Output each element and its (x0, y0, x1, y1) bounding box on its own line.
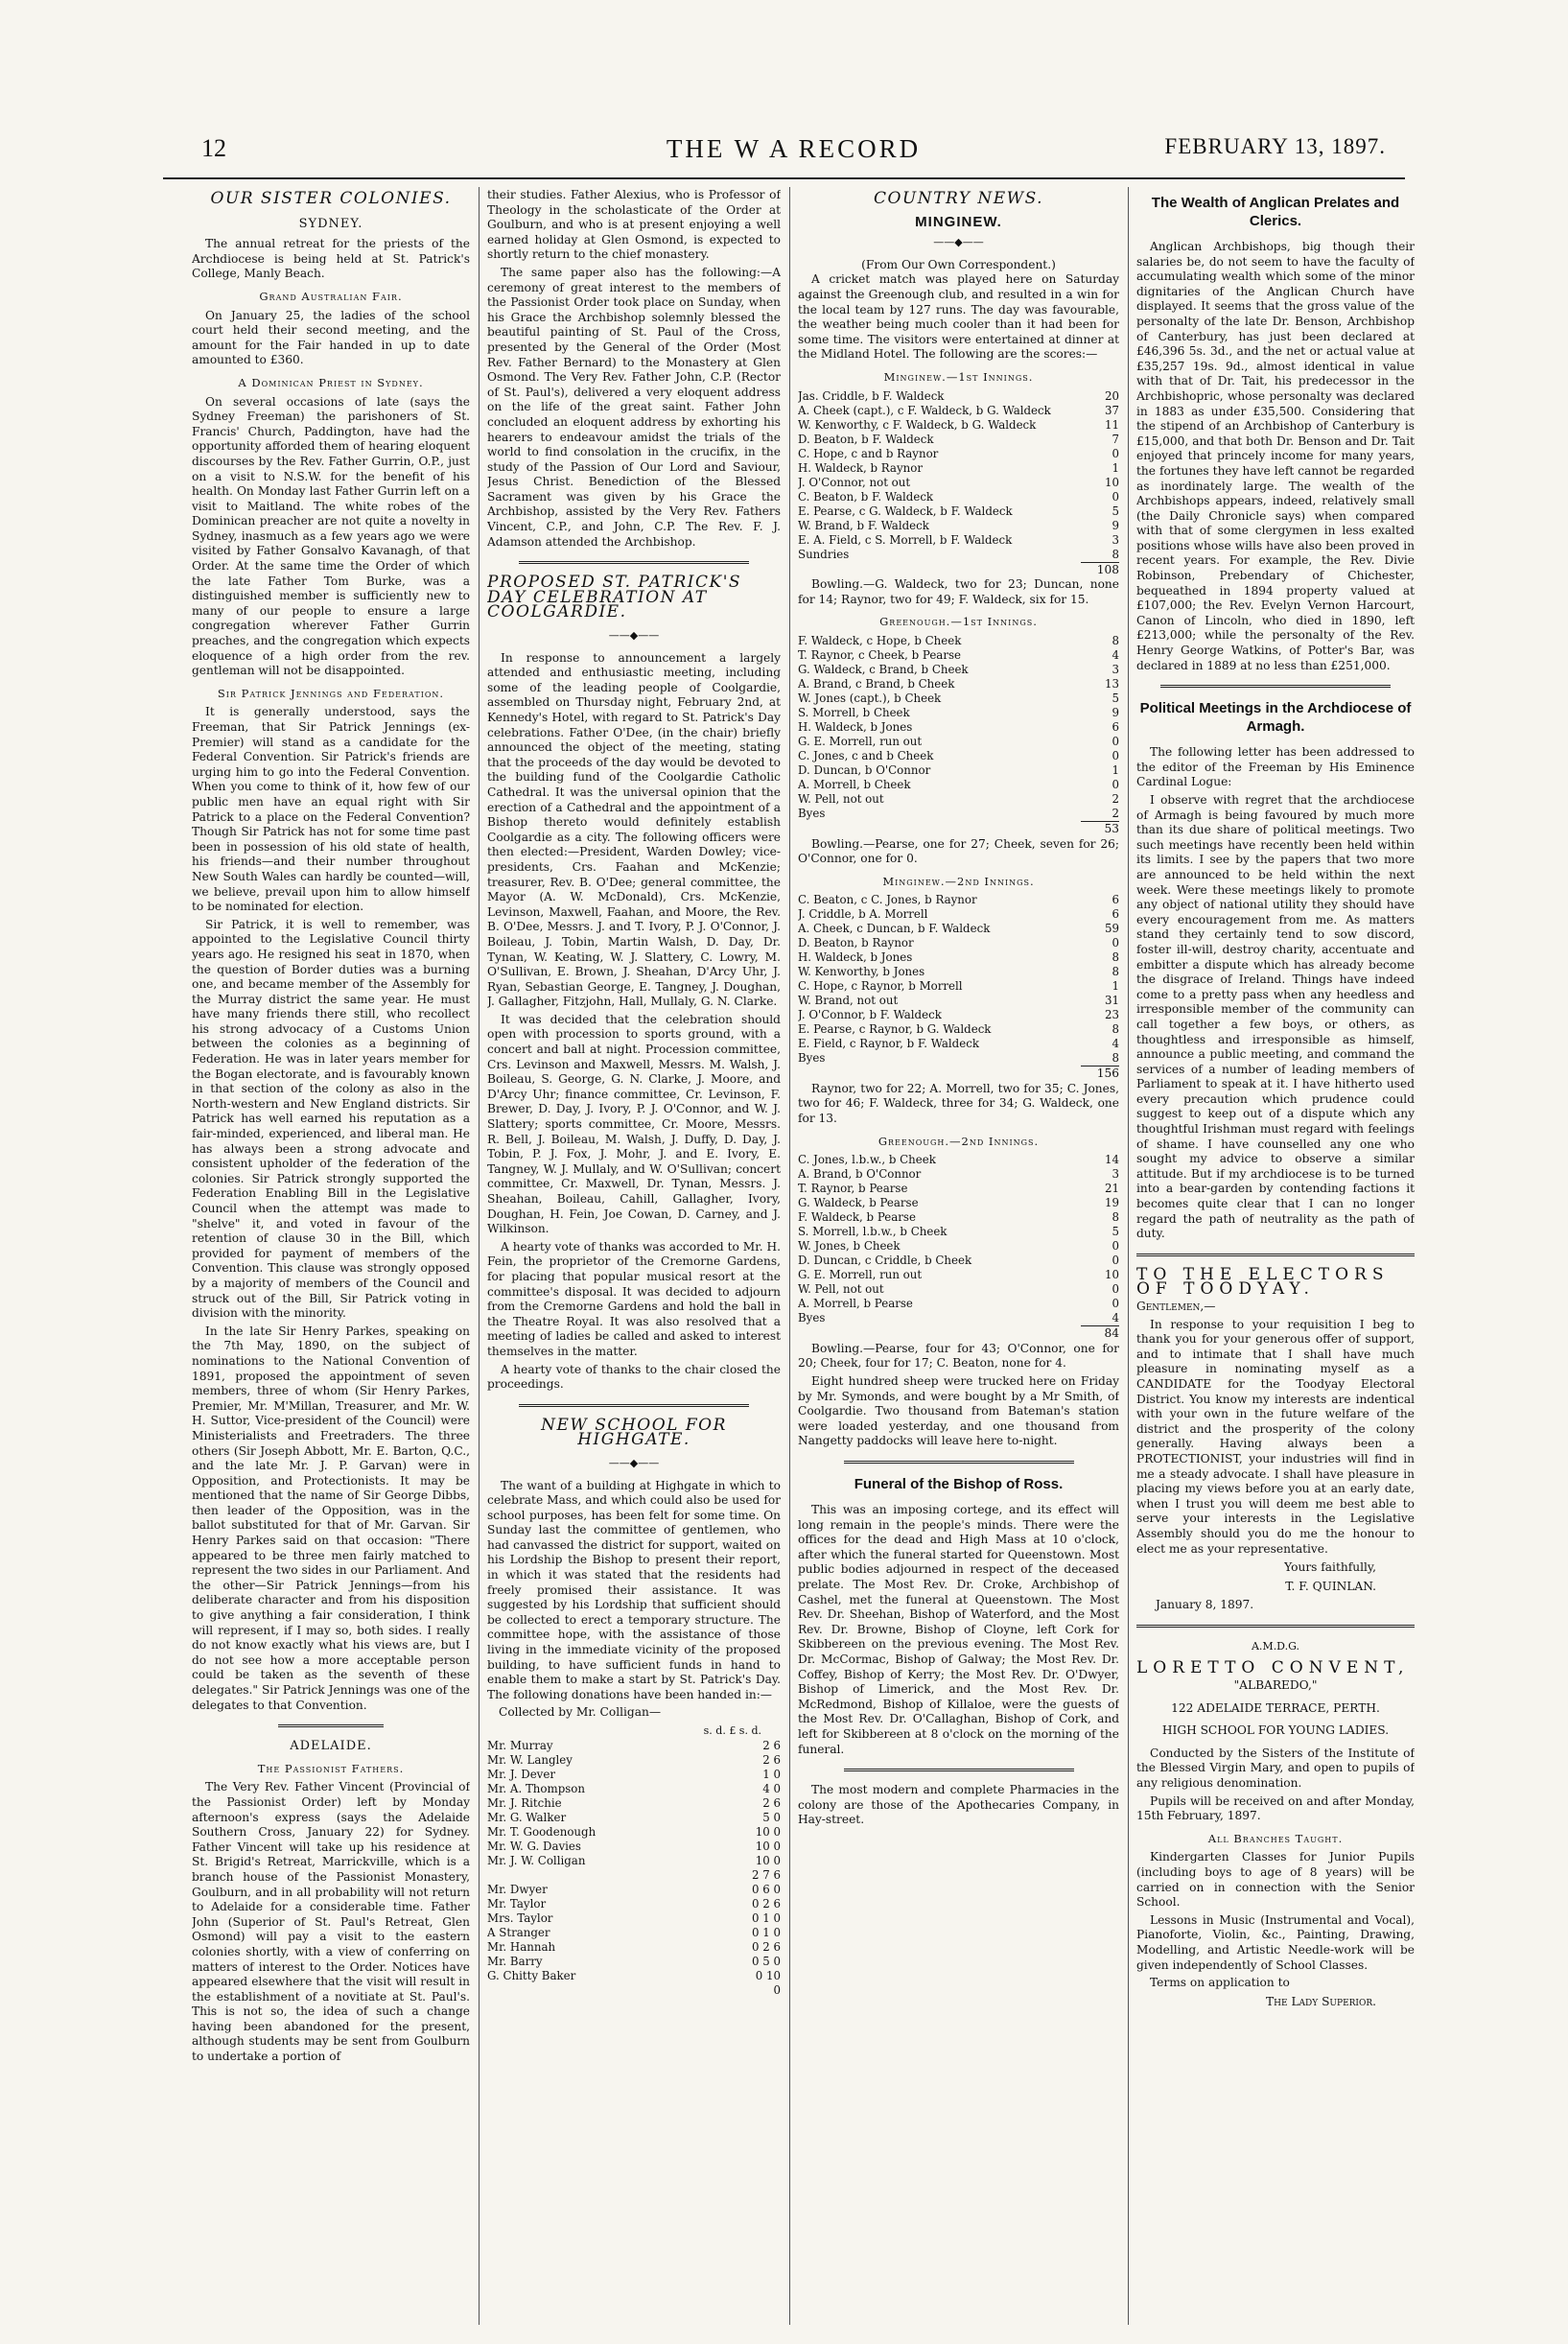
table-row (798, 447, 1119, 461)
amdg: A.M.D.G. (1251, 1639, 1299, 1653)
table-row (798, 533, 1119, 548)
row-label: D. Duncan, b O'Connor (798, 762, 931, 777)
row-value: 11 (1104, 417, 1119, 432)
row-value: 0 (1112, 446, 1119, 460)
article-paragraph: The annual retreat for the priests of the Archdiocese is being held at St. Patrick's College, Manly Beach. (192, 237, 470, 281)
row-value: 10 (1104, 1268, 1119, 1282)
table-row (487, 1840, 781, 1854)
row-label: E. Pearse, c Raynor, b G. Waldeck (798, 1022, 992, 1037)
table-row (798, 1239, 1119, 1254)
table-row (487, 1796, 781, 1811)
row-value: 23 (1104, 1008, 1119, 1022)
row-value: 10 0 (755, 1824, 781, 1839)
table-row (798, 691, 1119, 706)
table-row (798, 490, 1119, 504)
article-heading: NEW SCHOOL FOR HIGHGATE. (541, 1415, 727, 1450)
row-value: 0 (1112, 1239, 1119, 1254)
table-row (798, 1167, 1119, 1182)
table-row (798, 1268, 1119, 1282)
row-label: J. Criddle, b A. Morrell (798, 907, 928, 922)
row-value: 7 (1112, 432, 1119, 446)
row-value: 0 (1112, 489, 1119, 504)
row-label: A. Cheek (capt.), c F. Waldeck, b G. Waldeck (798, 403, 1051, 417)
row-label: A Stranger (487, 1926, 550, 1940)
letter-date: January 8, 1897. (1156, 1598, 1254, 1612)
row-value: 0 (1112, 748, 1119, 762)
row-label: Mr. A. Thompson (487, 1781, 586, 1795)
donations-table (487, 1739, 781, 1868)
bowling-figures: Bowling.—G. Waldeck, two for 23; Duncan, none for 14; Raynor, two for 49; F. Waldeck, six for 15. (798, 577, 1119, 606)
table-row (798, 936, 1119, 950)
article-paragraph: This was an imposing cortege, and its effect will long remain in the people's minds. There were the offices for the dead and High Mass at 10 o'clock, after which the funeral started for Queenstown. Most public bodies adjourned in respect of the deceased prelate. The Most Rev. Dr. Croke, Archbishop of Cashel, met the funeral at Queenstown. The Most Rev. Dr. Sheehan, Bishop of Waterford, and the Most Rev. Dr. Browne, Bishop of Cloyne, left Cork for Skibbereen on the previous evening. The Most Rev. Dr. McCormac, Bishop of Galway; the Most Rev. Dr. Coffey, Bishop of Kerry; the Most Rev. Dr. O'Dwyer, Bishop of Limerick, and the Most Rev. Dr. McRedmond, Bishop of Killaloe, were the guests of the Most Rev. Dr. O'Callaghan, Bishop of Cork, and left for Skibbereen at 8 o'clock on the morning of the funeral. (798, 1503, 1119, 1756)
donations-subtotal: 2 7 6 (751, 1867, 781, 1882)
innings-total: 156 (1096, 1067, 1119, 1081)
row-label: C. Beaton, b F. Waldeck (798, 489, 934, 504)
row-value: 0 (1112, 734, 1119, 748)
row-label: Byes (798, 1051, 826, 1066)
row-label: F. Waldeck, c Hope, b Cheek (798, 633, 962, 647)
section-separator (1160, 685, 1391, 688)
section-heading: COUNTRY NEWS. (873, 189, 1044, 208)
row-label: H. Waldeck, b Raynor (798, 460, 923, 475)
table-row (798, 706, 1119, 720)
row-label: T. Raynor, c Cheek, b Pearse (798, 647, 962, 662)
table-row (798, 778, 1119, 792)
row-value: 6 (1112, 907, 1119, 922)
row-value: 8 (1112, 1210, 1119, 1225)
article-heading: ADELAIDE. (290, 1739, 372, 1754)
table-row (487, 1926, 781, 1940)
row-value: 21 (1104, 1182, 1119, 1196)
row-label: Mr. W. Langley (487, 1752, 573, 1767)
row-label: A. Morrell, b Pearse (798, 1297, 913, 1311)
table-row (798, 548, 1119, 562)
table-row (798, 1297, 1119, 1311)
issue-date: FEBRUARY 13, 1897. (1164, 134, 1386, 158)
section-separator (1136, 1254, 1415, 1256)
innings-heading: Greenough.—1st Innings. (879, 615, 1038, 629)
row-label: G. E. Morrell, run out (798, 1268, 923, 1282)
article-paragraph: The following letter has been addressed to the editor of the Freeman by His Eminence Cardinal Logue: (1136, 745, 1415, 789)
row-label: Mr. J. Dever (487, 1767, 555, 1781)
row-value: 1 (1112, 762, 1119, 777)
row-label: Mr. Barry (487, 1955, 543, 1969)
column-1 (192, 188, 470, 2308)
article-paragraph: their studies. Father Alexius, who is Professor of Theology in the scholasticate of the Order at Goulburn, and who is at present enjoying a well earned holiday at Glen Osmond, is expected to shortly return to the chief monastery. (487, 188, 781, 262)
row-value: 0 (1112, 777, 1119, 791)
table-row (798, 404, 1119, 418)
row-label: H. Waldeck, b Jones (798, 719, 913, 734)
row-label: Mr. Dwyer (487, 1883, 548, 1897)
row-label: E. A. Field, c S. Morrell, b F. Waldeck (798, 532, 1013, 547)
row-label: W. Jones (capt.), b Cheek (798, 691, 942, 705)
article-paragraph: It is generally understood, says the Freeman, that Sir Patrick Jennings (ex-Premier) will stand as a candidate for the Federal Convention. Sir Patrick's friends are urging him to go into the Federal Convention. When you come to think of it, how few of our public men have an equal right with Sir Patrick to a place on the Federal Convention? Though Sir Patrick has not for some time past been in possession of his old state of health, his friends—and their number throughout New South Wales can hardly be counted—will, we believe, prevail upon him to allow himself to be nominated for election. (192, 705, 470, 914)
byline: (From Our Own Correspondent.) (861, 257, 1056, 271)
article-paragraph: The most modern and complete Pharmacies in the colony are those of the Apothecaries Company, in Hay-street. (798, 1783, 1119, 1827)
table-row (798, 1210, 1119, 1225)
table-row (798, 389, 1119, 404)
row-value: 0 5 0 (751, 1955, 781, 1969)
scorecard-table (798, 634, 1119, 821)
article-paragraph: In response to announcement a largely attended and enthusiastic meeting, including some of the leading people of Coolgardie, assembled on Thursday night, February 2nd, at Kennedy's Hotel, with regard to St. Patrick's Day celebrations. Father O'Dee, (in the chair) briefly announced the object of the meeting, stating that the proceeds of the day would be devoted to the building fund of the Coolgardie Catholic Cathedral. It was the universal opinion that the erection of a Cathedral and the appointment of a Bishop thereto would definitely establish Coolgardie as a city. The following officers were then elected:—President, Warden Dowley; vice-presidents, Crs. Faahan and McKenzie; treasurer, Rev. B. O'Dee; general committee, the Mayor (A. W. McDonald), Crs. McKenzie, Levinson, Maxwell, Faahan, and Moore, the Rev. B. O'Dee, Messrs. J. and T. Ivory, P. J. O'Connor, J. Boileau, J. Tobin, Martin Walsh, D. Day, Dr. Tynan, W. Keating, W. J. Slattery, C. Lowry, M. O'Sullivan, E. Brown, J. Sheahan, D'Arcy Uhr, J. Ryan, Sebastian George, E. Tangney, J. Doughan, J. Gallagher, Fitzjohn, Hall, Mullaly, G. N. Clarke. (487, 650, 781, 1009)
article-paragraph: The same paper also has the following:—A ceremony of great interest to the members of the Passionist Order took place on Sunday, when his Grace the Archbishop solemnly blessed the beautiful painting of St. Paul of the Cross, presented by the General of the Order (Most Rev. Father Bernard) to the Monastery at Glen Osmond. The Very Rev. Father John, C.P. (Rector of St. Paul's), delivered a very eloquent address on the life of the great saint. Father John concluded an eloquent address by exhorting his hearers to endeavour amidst the trials of the world to find consolation in the crucifix, in the study of the Passion of Our Lord and Saviour, Jesus Christ. Benediction of the Blessed Sacrament was given by his Grace the Archbishop, assisted by the Very Rev. Fathers Vincent, C.P., and John, C.P. The Rev. F. J. Adamson attended the Archbishop. (487, 265, 781, 549)
row-label: W. Kenworthy, b Jones (798, 965, 925, 979)
scorecard-table (798, 1153, 1119, 1325)
row-label: G. Chitty Baker (487, 1969, 576, 1983)
article-heading: Funeral of the Bishop of Ross. (854, 1476, 1064, 1492)
page-number: 12 (201, 134, 226, 162)
row-value: 9 (1112, 518, 1119, 532)
table-row (798, 893, 1119, 907)
row-label: Mr. J. W. Colligan (487, 1853, 586, 1867)
article-heading: The Wealth of Anglican Prelates and Clerics. (1151, 195, 1400, 229)
table-row (487, 1911, 781, 1926)
section-separator (278, 1724, 384, 1727)
article-paragraph: On several occasions of late (says the Sydney Freeman) the parishoners of St. Francis' Church, Paddington, have had the opportunity afforded them of hearing eloquent discourses by the Rev. Father Gurrin, O.P., just on a visit to N.S.W. for the benefit of his health. On Monday last Father Gurrin left on a visit to Maitland. The white robes of the Dominican preacher are not quite a novelty in Sydney, inasmuch as a few years ago we were visited by Father Gonsalvo Kavanagh, of that Order. At the same time the Order of which the late Father Tom Burke, was a distinguished member is sufficiently new to many of our people to ensure a large congregation wherever Father Gurrin preaches, and the congregation which expects eloquence of a high order from the rev. gentleman will not be disappointed. (192, 394, 470, 678)
table-row (798, 1311, 1119, 1325)
article-paragraph: It was decided that the celebration should open with procession to sports ground, with a concert and ball at night. Procession committee, Crs. Levinson and Maxwell, Messrs. M. Walsh, J. Boileau, S. George, G. N. Clarke, J. Moore, and D'Arcy Uhr; finance committee, Cr. Levinson, F. Brewer, D. Day, J. Ivory, P. J. O'Connor, and W. J. Slattery; sports committee, Cr. Moore, Messrs. R. Bell, J. Boileau, M. Walsh, J. Duffy, D. Day, J. Tobin, P. J. Fox, J. Mohr, J. and E. Ivory, E. Tangney, W. J. Mullaly, and W. O'Sullivan; concert committee, Cr. Maxwell, Dr. Tynan, Messrs. J. Sheahan, Boileau, Cahill, Gallagher, Ivory, Doughan, H. Fein, Joe Cowan, D. Carney, and J. Wilkinson. (487, 1012, 781, 1236)
row-label: G. Waldeck, b Pearse (798, 1196, 919, 1210)
table-row (798, 1182, 1119, 1196)
signature: T. F. QUINLAN. (1285, 1579, 1376, 1593)
innings-heading: Greenough.—2nd Innings. (878, 1134, 1040, 1148)
section-separator (519, 561, 749, 564)
row-value: 59 (1104, 922, 1119, 936)
table-row (798, 418, 1119, 433)
row-value: 8 (1112, 1022, 1119, 1037)
table-row (798, 504, 1119, 519)
table-row (798, 476, 1119, 490)
row-value: 31 (1104, 994, 1119, 1008)
row-value: 10 0 (755, 1839, 781, 1853)
innings-total: 108 (1096, 562, 1119, 576)
row-label: W. Pell, not out (798, 1282, 884, 1297)
table-row (798, 735, 1119, 749)
row-value: 6 (1112, 893, 1119, 907)
row-value: 10 0 (755, 1853, 781, 1867)
column-divider (1128, 187, 1129, 2325)
table-row (798, 979, 1119, 994)
article-heading: MINGINEW. (915, 213, 1002, 230)
row-value: 8 (1112, 547, 1119, 561)
article-paragraph: Sir Patrick, it is well to remember, was appointed to the Legislative Council thirty years ago. He resigned his seat in 1870, when the question of Border duties was a burning one, and became member of the Assembly for the Murray district the same year. He must have many friends there still, who recollect his strong advocacy of a Customs Union between the colonies as a beginning of Federation. He was in later years member for the Bogan electorate, and is favourably known in that section of the colony as also in the North-western and New England districts. Sir Patrick has well earned his reputation as a fair-minded, experienced, and liberal man. He has always been a strong advocate and consistent upholder of the federation of the colonies. Sir Patrick strongly supported the Federation Enabling Bill in the Legislative Council when the attempt was made to "shelve" it, and voted in favour of the retention of clause 30 in the Bill, which provided for payment of members of the Convention. This clause was strongly opposed by a majority of members of the Council and struck out of the Bill, Sir Patrick voting in division with the minority. (192, 917, 470, 1321)
row-value: 2 6 (762, 1752, 781, 1767)
table-row (798, 994, 1119, 1008)
row-value: 37 (1104, 403, 1119, 417)
article-subheading: A Dominican Priest in Sydney. (238, 375, 424, 389)
table-row (798, 792, 1119, 807)
ornament: ——◆—— (933, 236, 984, 249)
table-row (487, 1883, 781, 1897)
row-value: 1 0 (762, 1767, 781, 1781)
row-label: F. Waldeck, b Pearse (798, 1210, 916, 1225)
advertisement-paragraph: Pupils will be received on and after Monday, 15th February, 1897. (1136, 1793, 1415, 1823)
bowling-figures: Raynor, two for 22; A. Morrell, two for 35; C. Jones, two for 46; F. Waldeck, three for 34; G. Waldeck, one for 13. (798, 1081, 1119, 1126)
row-value: 5 (1112, 504, 1119, 518)
row-value: 5 (1112, 691, 1119, 705)
row-label: C. Hope, c Raynor, b Morrell (798, 979, 963, 994)
table-row (487, 1739, 781, 1753)
article-paragraph: A cricket match was played here on Saturday against the Greenough club, and resulted in a win for the local team by 127 runs. The day was favourable, the weather being much cooler than it had been for some time. The visitors were entertained at dinner at the Midland Hotel. The following are the scores:— (798, 272, 1119, 362)
table-row (798, 922, 1119, 936)
row-label: Jas. Criddle, b F. Waldeck (798, 388, 945, 403)
row-label: W. Jones, b Cheek (798, 1239, 901, 1254)
contact: The Lady Superior. (1266, 1994, 1376, 2008)
row-label: D. Beaton, b Raynor (798, 936, 914, 950)
row-label: W. Brand, not out (798, 994, 899, 1008)
table-row (487, 1825, 781, 1840)
row-label: Mr. W. G. Davies (487, 1839, 581, 1853)
row-value: 0 1 0 (751, 1911, 781, 1926)
article-heading: SYDNEY. (298, 216, 363, 231)
row-value: 2 6 (762, 1795, 781, 1810)
article-paragraph: Anglican Archbishops, big though their salaries be, do not seem to have the faculty of accumulating wealth which some of the minor dignitaries of the Anglican Church have displayed. It seems that the gross value of the personalty of the late Dr. Benson, Archbishop of Canterbury, has just been declared at £46,396 5s. 3d., and the net or actual value at £35,257 19s. 9d., almost identical in value with that of Dr. Tait, his predecessor in the Archbishopric, whose personalty was declared in 1883 as under £35,500. Considering that the stipend of an Archbishop of Canterbury is £15,000, and that both Dr. Benson and Dr. Tait enjoyed that princely income for many years, the fortunes they have left cannot be regarded as inordinately large. The wealth of the Archbishops appears, indeed, relatively small (the Daily Chronicle says) when compared with that of some clergymen in less exalted positions whose wills have also been proved in recent years. For example, the Rev. Divie Robinson, Prebendary of Chichester, bequeathed in 1894 property valued at £107,000; the Rev. Evelyn Vernon Harcourt, Canon of Lincoln, who died in 1890, left £213,000; while the personalty of the Rev. Henry George Watkins, of Potter's Bar, was declared in 1889 at no less than £251,000. (1136, 240, 1415, 672)
advertisement-paragraph: In response to your requisition I beg to thank you for your generous offer of support, and to intimate that I shall have much pleasure in nominating myself as a CANDIDATE for the Toodyay Electoral District. You know my interests are indentical with your own in the future welfare of the district and the prosperity of the colony generally. Having always been a PROTECTIONIST, your industries will find in me a steady advocate. I shall have pleasure in placing my views before you at an early date, when I trust you will deem me best able to serve your interests in the Legislative Assembly should you do me the honour to elect me as your representative. (1136, 1317, 1415, 1556)
row-value: 8 (1112, 950, 1119, 965)
table-row (798, 1051, 1119, 1066)
advertisement-heading: LORETTO CONVENT, (1136, 1658, 1410, 1678)
column-4 (1136, 188, 1415, 2308)
table-row (798, 965, 1119, 979)
row-value: 2 (1112, 791, 1119, 806)
article-subheading: Grand Australian Fair. (259, 289, 403, 303)
row-label: J. O'Connor, b F. Waldeck (798, 1008, 942, 1022)
article-heading: PROPOSED ST. PATRICK'S DAY CELEBRATION AT COOLGARDIE. (487, 573, 742, 622)
bowling-figures: Bowling.—Pearse, one for 27; Cheek, seven for 26; O'Connor, one for 0. (798, 836, 1119, 866)
row-value: 0 (1112, 936, 1119, 950)
innings-heading: Minginew.—1st Innings. (883, 369, 1034, 384)
row-label: D. Beaton, b F. Waldeck (798, 432, 934, 446)
row-value: 0 2 6 (751, 1897, 781, 1911)
column-3 (798, 188, 1119, 2308)
article-paragraph: The Very Rev. Father Vincent (Provincial of the Passionist Order) left by Monday afternoon's express (says the Adelaide Southern Cross, January 22) for Sydney. Father Vincent will take up his residence at St. Brigid's Retreat, Marrickville, which is a branch house of the Passionist Monastery, Goulburn, and in all probability will not return to Adelaide for a considerable time. Father John (Superior of St. Paul's Retreat, Glen Osmond) will pay a visit to the eastern colonies shortly, with a view of conferring on matters of interest to the Order. Notices have appeared elsewhere that the visit will result in the establishment of a novitiate at St. Paul's. This is not so, the idea of such a change having been abandoned for the present, although students may be sent from Goulburn to undertake a portion of (192, 1780, 470, 2064)
table-row (487, 1969, 781, 1998)
table-row (487, 1955, 781, 1969)
scorecard-table (798, 893, 1119, 1066)
table-row (798, 1008, 1119, 1022)
row-value: 8 (1112, 965, 1119, 979)
section-separator (519, 1404, 749, 1407)
row-label: C. Hope, c and b Raynor (798, 446, 939, 460)
row-value: 4 (1112, 1037, 1119, 1051)
bowling-figures: Bowling.—Pearse, four for 43; O'Connor, one for 20; Cheek, four for 17; C. Beaton, none for 4. (798, 1341, 1119, 1371)
section-separator (844, 1461, 1074, 1464)
advertisement-paragraph: Kindergarten Classes for Junior Pupils (including boys to age of 8 years) will be carried on in connection with the Senior School. (1136, 1850, 1415, 1910)
row-value: 0 1 0 (751, 1926, 781, 1940)
table-row (798, 1037, 1119, 1051)
table-row (487, 1768, 781, 1782)
row-label: Mr. Murray (487, 1738, 553, 1752)
row-value: 4 (1112, 1311, 1119, 1325)
row-value: 19 (1104, 1196, 1119, 1210)
row-label: G. E. Morrell, run out (798, 734, 923, 748)
table-row (487, 1940, 781, 1955)
row-value: 0 (1112, 1297, 1119, 1311)
article-paragraph: In the late Sir Henry Parkes, speaking on the 7th May, 1890, on the subject of nominations to the National Convention of 1891, proposed the appointment of seven members, three of whom (Sir Henry Parkes, Premier, Mr. M'Millan, Treasurer, and Mr. W. H. Suttor, Vice-president of the Council) were Ministerialists and Freetraders. The three others (Sir Joseph Abbott, Mr. E. Barton, Q.C., and the late Mr. J. P. Garvan) were in Opposition, and Protectionists. It may be mentioned that the name of Sir George Dibbs, then leader of the Opposition, was in the ballot substituted for that of Mr. Garvan. Sir Henry Parkes said on that occasion: "There appeared to be three men fairly matched to represent the two sides in our Parliament. And the other—Sir Patrick Jennings—from his deliberate character and from his disposition to give anything a fair consideration, I think will represent, if I may so, both sides. I really do not know exactly what his views are, but I do not see how a more acceptable person could be taken as the seventh of these delegates." Sir Patrick Jennings was one of the delegates to that Convention. (192, 1324, 470, 1712)
row-value: 3 (1112, 662, 1119, 676)
table-row (798, 807, 1119, 821)
row-label: Byes (798, 806, 826, 820)
row-value: 0 (1112, 1254, 1119, 1268)
row-label: D. Duncan, c Criddle, b Cheek (798, 1254, 972, 1268)
table-row (798, 519, 1119, 533)
row-label: Mrs. Taylor (487, 1911, 553, 1926)
article-paragraph: I observe with regret that the archdiocese of Armagh is being favoured by much more than its due share of political meetings. Two such meetings have recently been held within its limits. I see by the papers that two more are announced to be held within the next week. Were these meetings likely to promote any object of national utility they should have every encouragement from me. As matters stand they certainly tend to sow discord, foster ill-will, destroy charity, accentuate and embitter a dispute which has already become the disgrace of Ireland. Things have indeed come to a pretty pass when any heedless and irresponsible member of the community can call together a few boys, or others, as thoughtless and irresponsible as himself, announce a public meeting, and command the services of a number of leading members of Parliament to speak at it. I have hitherto used every precaution which prudence could suggest to keep out of a dispute which any thoughtful Irishman must regard with feelings of shame. I have counselled any one who sought my advice to observe a similar attitude. But if my archdiocese is to be turned into a bear-garden by contending factions it becomes quite clear that I can no longer regard the path of neutrality as the path of duty. (1136, 793, 1415, 1241)
column-divider (479, 187, 480, 2325)
row-label: Mr. G. Walker (487, 1810, 567, 1824)
header-rule (163, 177, 1405, 179)
table-row (798, 677, 1119, 691)
address: 122 ADELAIDE TERRACE, PERTH. (1171, 1700, 1380, 1715)
row-value: 0 6 0 (751, 1883, 781, 1897)
row-value: 4 0 (762, 1781, 781, 1795)
column-divider (789, 187, 790, 2325)
row-value: 20 (1104, 388, 1119, 403)
row-value: 6 (1112, 719, 1119, 734)
row-value: 5 0 (762, 1810, 781, 1824)
row-label: H. Waldeck, b Jones (798, 950, 913, 965)
donations-columns-head: s. d. £ s. d. (703, 1724, 761, 1737)
row-label: C. Beaton, c C. Jones, b Raynor (798, 893, 977, 907)
scorecard-table (798, 389, 1119, 562)
row-value: 10 (1104, 475, 1119, 489)
table-row (798, 763, 1119, 778)
innings-total: 84 (1104, 1326, 1119, 1341)
table-row (798, 1153, 1119, 1167)
article-paragraph: A hearty vote of thanks was accorded to Mr. H. Fein, the proprietor of the Cremorne Gardens, for placing that popular musical resort at the committee's disposal. It was decided to adjourn from the Cremorne Gardens and hold the ball in the Theatre Royal. It was also resolved that a meeting of ladies be called and asked to interest themselves in the matter. (487, 1239, 781, 1358)
table-row (798, 1254, 1119, 1268)
row-value: 2 (1112, 806, 1119, 820)
row-value: 9 (1112, 705, 1119, 719)
row-label: E. Field, c Raynor, b F. Waldeck (798, 1037, 979, 1051)
row-value: 1 (1112, 979, 1119, 994)
row-label: Byes (798, 1311, 826, 1325)
column-2 (487, 188, 781, 2308)
advertisement-heading: TO THE ELECTORS OF TOODYAY. (1136, 1264, 1390, 1300)
row-label: A. Brand, b O'Connor (798, 1167, 922, 1182)
table-row (798, 634, 1119, 648)
row-label: A. Brand, c Brand, b Cheek (798, 676, 955, 691)
table-row (798, 433, 1119, 447)
ornament: ——◆—— (608, 629, 660, 643)
row-label: W. Kenworthy, c F. Waldeck, b G. Waldeck (798, 417, 1037, 432)
table-row (798, 720, 1119, 735)
article-subheading: The Passionist Fathers. (257, 1761, 405, 1775)
row-value: 1 (1112, 460, 1119, 475)
closing: Yours faithfully, (1284, 1560, 1376, 1575)
table-row (487, 1811, 781, 1825)
table-row (798, 1282, 1119, 1297)
row-value: 8 (1112, 1051, 1119, 1066)
row-value: 3 (1112, 532, 1119, 547)
table-row (798, 950, 1119, 965)
row-value: 8 (1112, 633, 1119, 647)
article-paragraph: The want of a building at Highgate in which to celebrate Mass, and which could also be used for school purposes, has been felt for some time. On Sunday last the committee of gentlemen, who had canvassed the district for support, waited on his Lordship the Bishop to present their report, in which it was stated that the residents had freely promised their assistance. It was suggested by his Lordship that sufficient should be collected to erect a temporary structure. The committee hope, with the assistance of those living in the immediate vicinity of the proposed building, to have sufficient funds in hand to enable them to make a start by St. Patrick's Day. The following donations have been handed in:— (487, 1478, 781, 1701)
table-row (487, 1897, 781, 1911)
table-row (798, 749, 1119, 763)
table-row (798, 1022, 1119, 1037)
school-name: HIGH SCHOOL FOR YOUNG LADIES. (1161, 1723, 1390, 1738)
advertisement-paragraph: Lessons in Music (Instrumental and Vocal), Pianoforte, Violin, &c., Painting, Drawing, Modelling, and Artistic Needle-work will be given independently of School Classes. (1136, 1912, 1415, 1972)
row-value: 0 (1112, 1282, 1119, 1297)
newspaper-title: THE W A RECORD (666, 134, 922, 163)
row-label: S. Morrell, l.b.w., b Cheek (798, 1225, 948, 1239)
article-paragraph: A hearty vote of thanks to the chair closed the proceedings. (487, 1362, 781, 1392)
row-label: T. Raynor, b Pearse (798, 1182, 908, 1196)
row-value: 2 6 (762, 1738, 781, 1752)
donations-intro: Collected by Mr. Colligan— (499, 1705, 662, 1720)
row-label: Mr. T. Goodenough (487, 1824, 597, 1839)
row-value: 0 10 0 (755, 1969, 781, 1998)
innings-heading: Minginew.—2nd Innings. (882, 874, 1035, 888)
row-label: C. Jones, c and b Cheek (798, 748, 934, 762)
row-value: 5 (1112, 1225, 1119, 1239)
row-label: A. Morrell, b Cheek (798, 777, 911, 791)
row-label: A. Cheek, c Duncan, b F. Waldeck (798, 922, 991, 936)
section-separator (1136, 1625, 1415, 1628)
table-row (798, 1225, 1119, 1239)
advertisement-paragraph: Terms on application to (1150, 1976, 1290, 1990)
advertisement-subheading: "ALBAREDO," (1233, 1678, 1318, 1693)
section-heading: OUR SISTER COLONIES. (210, 189, 452, 208)
row-label: S. Morrell, b Cheek (798, 705, 910, 719)
table-row (798, 461, 1119, 476)
row-label: W. Brand, b F. Waldeck (798, 518, 929, 532)
table-row (798, 907, 1119, 922)
ornament: ——◆—— (608, 1456, 660, 1469)
table-row (798, 663, 1119, 677)
page-header (201, 134, 1386, 173)
donations-table (487, 1883, 781, 1998)
row-label: Sundries (798, 547, 850, 561)
row-label: W. Pell, not out (798, 791, 884, 806)
article-subheading: Sir Patrick Jennings and Federation. (217, 686, 445, 700)
table-row (487, 1753, 781, 1768)
row-label: G. Waldeck, c Brand, b Cheek (798, 662, 969, 676)
row-value: 13 (1104, 676, 1119, 691)
article-paragraph: On January 25, the ladies of the school court held their second meeting, and the amount for the Fair handed in up to date amounted to £360. (192, 308, 470, 367)
advertisement-subheading: All Branches Taught. (1207, 1831, 1344, 1845)
innings-total: 53 (1104, 821, 1119, 835)
table-row (487, 1782, 781, 1796)
salutation: Gentlemen,— (1136, 1300, 1216, 1313)
row-value: 14 (1104, 1153, 1119, 1167)
row-value: 0 2 6 (751, 1940, 781, 1955)
section-separator (844, 1769, 1074, 1771)
table-row (798, 1196, 1119, 1210)
article-paragraph: Eight hundred sheep were trucked here on Friday by Mr. Symonds, and were bought by a Mr Smith, of Coolgardie. Two thousand from Bateman's station were loaded yesterday, and one thousand from Nangetty paddocks will leave here to-night. (798, 1374, 1119, 1448)
row-label: J. O'Connor, not out (798, 475, 911, 489)
row-label: Mr. Taylor (487, 1897, 547, 1911)
table-row (798, 648, 1119, 663)
row-label: E. Pearse, c G. Waldeck, b F. Waldeck (798, 504, 1013, 518)
advertisement-paragraph: Conducted by the Sisters of the Institute of the Blessed Virgin Mary, and open to pupils of any religious denomination. (1136, 1746, 1415, 1791)
row-label: Mr. Hannah (487, 1940, 556, 1955)
row-label: C. Jones, l.b.w., b Cheek (798, 1153, 936, 1167)
row-value: 3 (1112, 1167, 1119, 1182)
row-value: 4 (1112, 647, 1119, 662)
row-label: Mr. J. Ritchie (487, 1795, 562, 1810)
article-heading: Political Meetings in the Archdiocese of Armagh. (1139, 700, 1412, 736)
table-row (487, 1854, 781, 1868)
